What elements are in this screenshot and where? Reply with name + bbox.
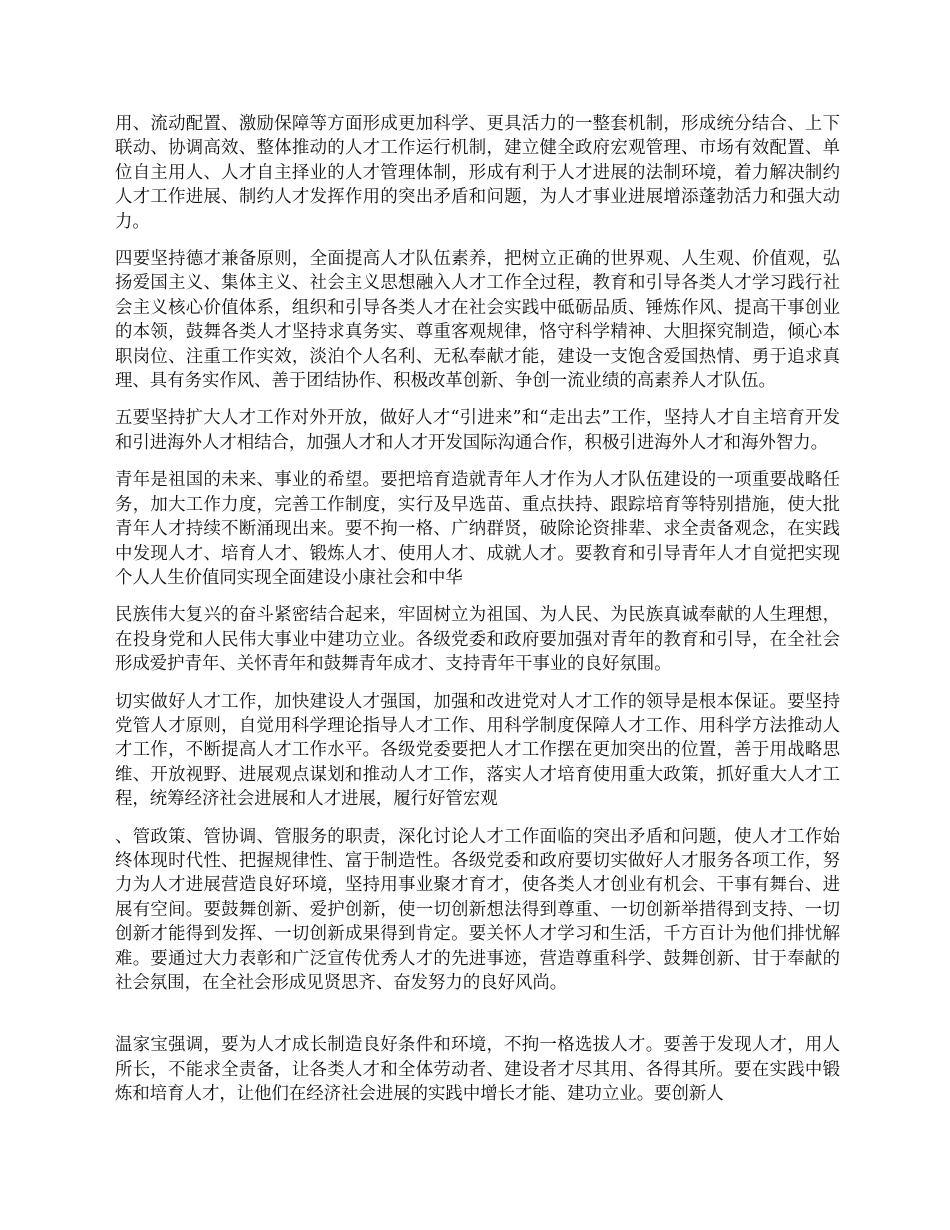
paragraph-6: 切实做好人才工作，加快建设人才强国，加强和改进党对人才工作的领导是根本保证。要坚持党管人才原则，自觉用科学理论指导人才工作、用科学制度保障人才工作、用科学方法推动人才工作，不断提高人才工作水平。各级党委要把人才工作摆在更加突出的位置，善于用战略思维、开放视野、进展观点谋划和推动人才工作，落实人才培育使用重大政策，抓好重大人才工程，统筹经济社会进展和人才进展，履行好管宏观	[115, 691, 840, 810]
paragraph-2: 四要坚持德才兼备原则，全面提高人才队伍素养，把树立正确的世界观、人生观、价值观，弘扬爱国主义、集体主义、社会主义思想融入人才工作全过程，教育和引导各类人才学习践行社会主义核心价值体系，组织和引导各类人才在社会实践中砥砺品质、锤炼作风、提高干事创业的本领，鼓舞各类人才坚持求真务实、尊重客观规律，恪守科学精神、大胆探究制造，倾心本职岗位、注重工作实效，淡泊个人名利、无私奉献才能，建设一支饱含爱国热情、勇于追求真理、具有务实作风、善于团结协作、积极改革创新、争创一流业绩的高素养人才队伍。	[115, 249, 840, 392]
document-body	[115, 112, 840, 1120]
paragraph-5: 民族伟大复兴的奋斗紧密结合起来，牢固树立为祖国、为人民、为民族真诚奉献的人生理想，在投身党和人民伟大事业中建功立业。各级党委和政府要加强对青年的教育和引导，在全社会形成爱护青年、关怀青年和鼓舞青年成才、支持青年干事业的良好氛围。	[115, 605, 840, 675]
paragraph-4: 青年是祖国的未来、事业的希望。要把培育造就青年人才作为人才队伍建设的一项重要战略任务，加大工作力度，完善工作制度，实行及早选苗、重点扶持、跟踪培育等特别措施，使大批青年人才持续不断涌现出来。要不拘一格、广纳群贤，破除论资排辈、求全责备观念，在实践中发现人才、培育人才、锻炼人才、使用人才、成就人才。要教育和引导青年人才自觉把实现个人人生价值同实现全面建设小康社会和中华	[115, 470, 840, 588]
paragraph-7: 、管政策、管协调、管服务的职责，深化讨论人才工作面临的突出矛盾和问题，使人才工作始终体现时代性、把握规律性、富于制造性。各级党委和政府要切实做好人才服务各项工作，努力为人才进展营造良好环境，坚持用事业聚才育才，使各类人才创业有机会、干事有舞台、进展有空间。要鼓舞创新、爱护创新，使一切创新想法得到尊重、一切创新举措得到支持、一切创新才能得到发挥、一切创新成果得到肯定。要关怀人才学习和生活，千方百计为他们排忧解难。要通过大力表彰和广泛宣传优秀人才的先进事迹，营造尊重科学、鼓舞创新、甘于奉献的社会氛围，在全社会形成见贤思齐、奋发努力的良好风尚。	[115, 826, 840, 993]
paragraph-8: 温家宝强调，要为人才成长制造良好条件和环境，不拘一格选拔人才。要善于发现人才，用人所长，不能求全责备，让各类人才和全体劳动者、建设者才尽其用、各得其所。要在实践中锻炼和培育人才，让他们在经济社会进展的实践中增长才能、建功立业。要创新人	[115, 1035, 840, 1105]
paragraph-3: 五要坚持扩大人才工作对外开放，做好人才“引进来”和“走出去”工作，坚持人才自主培育开发和引进海外人才相结合，加强人才和人才开发国际沟通合作，积极引进海外人才和海外智力。	[115, 408, 840, 453]
paragraph-1: 用、流动配置、激励保障等方面形成更加科学、更具活力的一整套机制，形成统分结合、上下联动、协调高效、整体推动的人才工作运行机制，建立健全政府宏观管理、市场有效配置、单位自主用人、人才自主择业的人才管理体制，形成有利于人才进展的法制环境，着力解决制约人才工作进展、制约人才发挥作用的突出矛盾和问题，为人才事业进展增添蓬勃活力和强大动力。	[115, 114, 840, 232]
